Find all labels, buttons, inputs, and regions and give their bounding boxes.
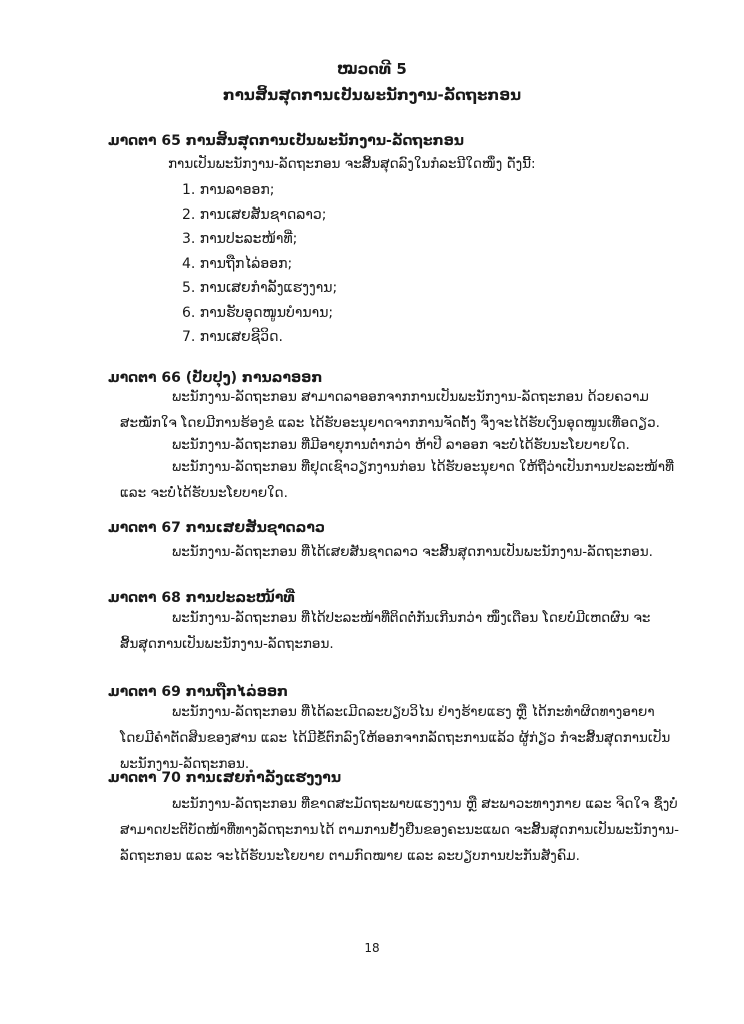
- article-68-paragraph: ພະນັກງານ-ລັດຖະກອນ ທີ່ໄດ້ປະລະໜ້າທີ່ຕິດຕໍ່ກັນເກີນກວ່າ ໜຶ່ງເດືອນ ໂດຍບໍ່ມີເຫດຜົນ ຈະສິ້ນສຸດການເປັນພະນັກງານ-ລັດຖະກອນ.: [120, 610, 651, 652]
- article-67-heading: ມາດຕາ 67 ການເສຍສັນຊາດລາວ: [108, 520, 325, 536]
- article-65-heading: ມາດຕາ 65 ການສິ້ນສຸດການເປັນພະນັກງານ-ລັດຖະກອນ: [108, 133, 465, 149]
- chapter-title: ການສິ້ນສຸດການເປັນພະນັກງານ-ລັດຖະກອນ: [222, 86, 522, 104]
- list-item: 5. ການເສຍກຳລັງແຮງງານ;: [182, 280, 338, 296]
- article-69-heading: ມາດຕາ 69 ການຖືກໄລ່ອອກ: [108, 684, 289, 700]
- list-item: 1. ການລາອອກ;: [182, 182, 275, 198]
- list-item: 2. ການເສຍສັນຊາດລາວ;: [182, 206, 327, 223]
- list-item: 4. ການຖືກໄລ່ອອກ;: [182, 255, 293, 272]
- article-65-list: [182, 178, 337, 350]
- article-66-paragraph-1: ພະນັກງານ-ລັດຖະກອນ ສາມາດລາອອກຈາກການເປັນພະນັກງານ-ລັດຖະກອນ ດ້ວຍຄວາມສະໝັກໃຈ ໂດຍມີການຮ້ອງຂໍ ແລະ ໄດ້ຮັບອະນຸຍາດຈາກການຈັດຕັ້ງ ຈຶ່ງຈະໄດ້ຮັບເງິນອຸດໜູນເທື່ອດຽວ.: [120, 389, 660, 431]
- article-66-paragraph-3: ພະນັກງານ-ລັດຖະກອນ ທີ່ຢຸດເຊົາວຽກງານກ່ອນ ໄດ້ຮັບອະນຸຍາດ ໃຫ້ຖືວ່າເປັນການປະລະໜ້າທີ່ ແລະ ຈະບໍ່ໄດ້ຮັບນະໂຍບາຍໃດ.: [120, 459, 674, 501]
- article-69-paragraph: ພະນັກງານ-ລັດຖະກອນ ທີ່ໄດ້ລະເມີດລະບຽບວິໄນ ຢ່າງຮ້າຍແຮງ ຫຼື ໄດ້ກະທຳຜິດທາງອາຍາ ໂດຍມີຄຳຕັດສິນຂອງສານ ແລະ ໄດ້ມີຂໍ້ຕົກລົງໃຫ້ອອກຈາກລັດຖະການແລ້ວ ຜູ້ກ່ຽວ ກໍຈະສິ້ນສຸດການເປັນພະນັກງານ-ລັດຖະກອນ.: [120, 704, 671, 772]
- page-number: 18: [364, 941, 380, 955]
- article-70-paragraph: ພະນັກງານ-ລັດຖະກອນ ທີ່ຂາດສະມັດຖະພາບແຮງງານ ຫຼື ສະພາວະທາງກາຍ ແລະ ຈິດໃຈ ຊຶ່ງບໍ່ສາມາດປະຕິບັດໜ້າທີ່ທາງລັດຖະການໄດ້ ຕາມການຢັ້ງຢືນຂອງຄະນະແພດ ຈະສິ້ນສຸດການເປັນພະນັກງານ-ລັດຖະກອນ ແລະ ຈະໄດ້ຮັບນະໂຍບາຍ ຕາມກົດໝາຍ ແລະ ລະບຽບການປະກັນສັງຄົມ.: [120, 796, 679, 864]
- article-66-heading: ມາດຕາ 66 (ປັບປຸງ) ການລາອອກ: [108, 370, 323, 386]
- article-67-paragraph: ພະນັກງານ-ລັດຖະກອນ ທີ່ໄດ້ເສຍສັນຊາດລາວ ຈະສິ້ນສຸດການເປັນພະນັກງານ-ລັດຖະກອນ.: [172, 544, 653, 560]
- article-70-heading: ມາດຕາ 70 ການເສຍກຳລັງແຮງງານ: [108, 770, 342, 786]
- article-65-intro: ການເປັນພະນັກງານ-ລັດຖະກອນ ຈະສິ້ນສຸດລົງໃນກໍລະນີໃດໜຶ່ງ ດັ່ງນີ້:: [168, 156, 536, 172]
- list-item: 3. ການປະລະໜ້າທີ່;: [182, 231, 298, 247]
- chapter-number: ໝວດທີ 5: [337, 60, 407, 78]
- article-68-heading: ມາດຕາ 68 ການປະລະໜ້າທີ່: [108, 590, 295, 606]
- list-item: 7. ການເສຍຊີວິດ.: [182, 329, 283, 345]
- list-item: 6. ການຮັບອຸດໜູນບຳນານ;: [182, 304, 334, 321]
- article-66-paragraph-2: ພະນັກງານ-ລັດຖະກອນ ທີ່ມີອາຍຸການຕໍ່າກວ່າ ຫ້າປີ ລາອອກ ຈະບໍ່ໄດ້ຮັບນະໂຍບາຍໃດ.: [172, 437, 630, 453]
